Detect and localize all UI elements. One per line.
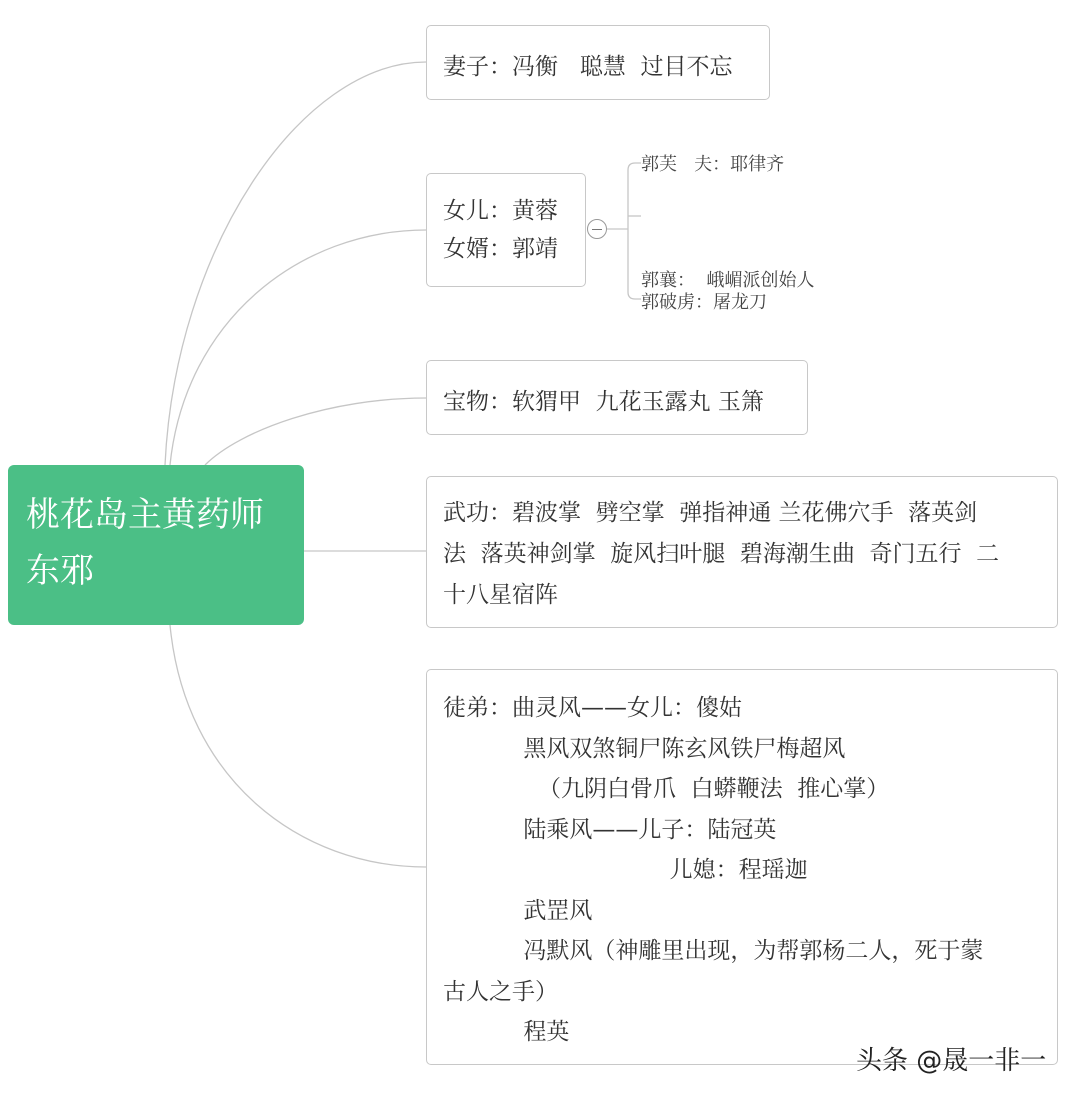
watermark: 头条 @晟一非一 xyxy=(856,1046,1047,1076)
child-guofu[interactable]: 郭芙 夫：耶律齐 xyxy=(641,154,785,175)
connector-guopolu xyxy=(628,229,641,299)
branch-wife[interactable] xyxy=(426,25,770,100)
root-title-line2: 东邪 xyxy=(26,551,94,591)
disciples-line: 陆乘风——儿子：陆冠英 xyxy=(443,816,777,843)
branch-daughter[interactable] xyxy=(426,173,586,287)
kungfu-line: 武功：碧波掌 劈空掌 弹指神通 兰花佛穴手 落英剑 xyxy=(443,500,978,526)
son-in-law-line: 女婿：郭靖 xyxy=(443,236,558,262)
branch-disciples[interactable] xyxy=(426,669,1058,1065)
collapse-minus-icon[interactable] xyxy=(587,219,607,239)
root-node[interactable] xyxy=(8,465,304,625)
disciples-line: 儿媳：程瑶迦 xyxy=(443,857,808,883)
disciples-line: 冯默风（神雕里出现，为帮郭杨二人，死于蒙 xyxy=(443,938,984,964)
disciples-line: 古人之手） xyxy=(443,978,558,1005)
root-title-line1: 桃花岛主黄药师 xyxy=(26,495,264,535)
branch-kungfu[interactable] xyxy=(426,476,1058,628)
disciples-line: 黑风双煞铜尸陈玄风铁尸梅超风 xyxy=(443,735,846,762)
daughter-line: 女儿：黄蓉 xyxy=(443,198,558,224)
treasure-text: 宝物：软猬甲 九花玉露丸 玉箫 xyxy=(443,389,764,415)
child-guopolu[interactable]: 郭破虏：屠龙刀 xyxy=(641,292,767,313)
guoxiang-line1: 郭襄： 峨嵋派创始人 xyxy=(641,270,815,291)
connector-treasure xyxy=(205,398,426,465)
disciples-line: 徒弟：曲灵风——女儿：傻姑 xyxy=(443,695,742,721)
connector-disciples xyxy=(170,625,426,867)
connector-guofu xyxy=(628,163,641,229)
disciples-line: 武罡风 xyxy=(443,897,593,924)
wife-text: 妻子：冯衡 聪慧 过目不忘 xyxy=(443,54,733,80)
connector-wife xyxy=(165,62,426,465)
branch-treasure[interactable] xyxy=(426,360,808,435)
disciples-line: 程英 xyxy=(443,1019,570,1045)
kungfu-line: 法 落英神剑掌 旋风扫叶腿 碧海潮生曲 奇门五行 二 xyxy=(443,541,1000,567)
kungfu-line: 十八星宿阵 xyxy=(443,582,558,608)
disciples-line: （九阴白骨爪 白蟒鞭法 推心掌） xyxy=(443,776,890,802)
